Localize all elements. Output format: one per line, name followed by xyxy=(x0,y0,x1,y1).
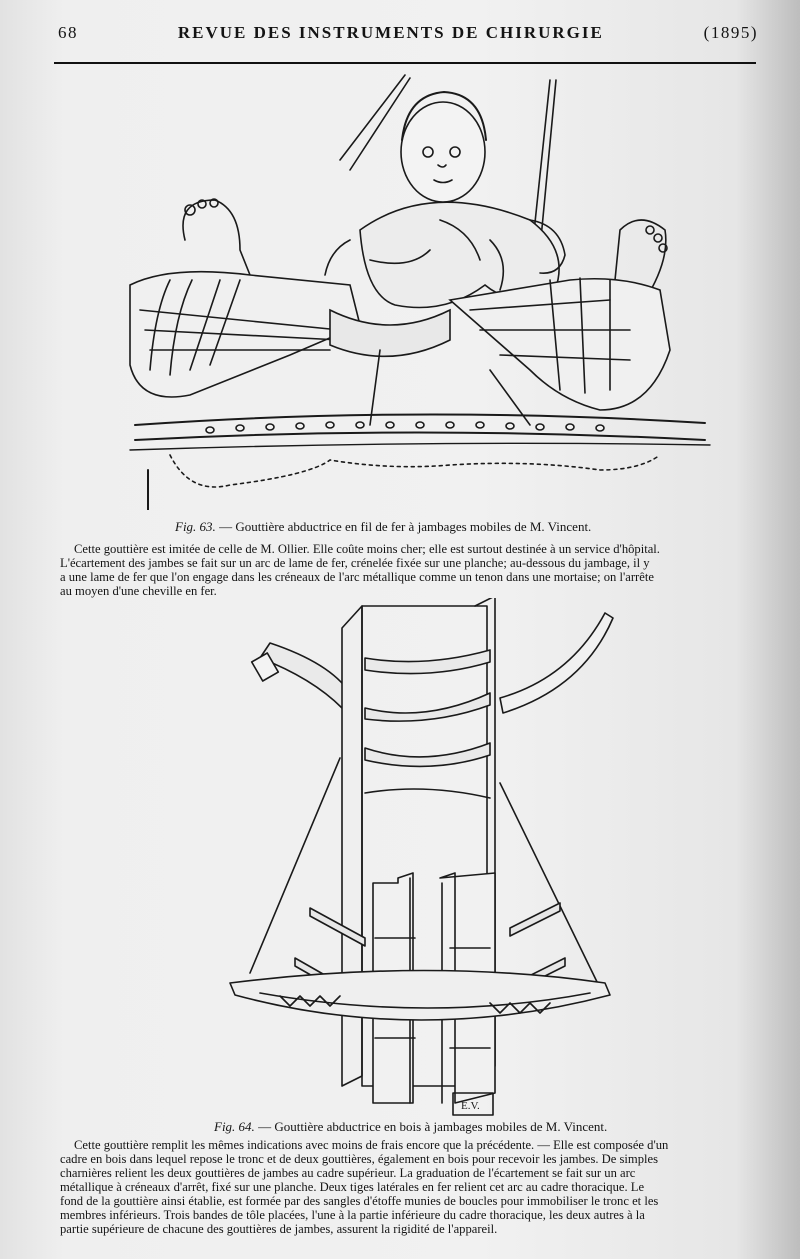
figure-64-description xyxy=(60,1138,778,1236)
page-header xyxy=(58,18,758,48)
figure-63-number: Fig. 63. xyxy=(175,519,216,534)
figure-63-illustration xyxy=(110,70,720,510)
figure-64-signature: E.V. xyxy=(461,1100,480,1112)
text-line: partie supérieure de chacune des gouttières de jambes, assurent la rigidité de l'appareil. xyxy=(60,1222,498,1236)
figure-63-caption-text: — Gouttière abductrice en fil de fer à jambages mobiles de M. Vincent. xyxy=(219,519,592,534)
figure-64-illustration xyxy=(220,598,640,1120)
text-line: au moyen d'une cheville en fer. xyxy=(60,584,217,598)
header-rule xyxy=(54,62,756,64)
text-line: métallique à créneaux d'arrêt, fixé sur une planche. Deux tiges latérales en fer relient cet arc au cadre thoracique. Le xyxy=(60,1180,645,1194)
figure-63-description xyxy=(60,542,772,598)
year-label: (1895) xyxy=(703,23,758,42)
figure-64-number: Fig. 64. xyxy=(214,1119,255,1134)
text-line: cadre en bois dans lequel repose le tronc et de deux gouttières, également en bois pour recevoir les jambes. De simples xyxy=(60,1152,659,1166)
text-line: membres inférieurs. Trois bandes de tôle placées, l'une à la partie inférieure du cadre thoracique, les deux autres à la xyxy=(60,1208,645,1222)
figure-64-caption xyxy=(214,1119,607,1135)
text-line: a une lame de fer que l'on engage dans les créneaux de l'arc métallique comme un tenon dans une mortaise; on l'arrête xyxy=(60,570,654,584)
figure-64-caption-text: — Gouttière abductrice en bois à jambages mobiles de M. Vincent. xyxy=(258,1119,608,1134)
running-title: REVUE DES INSTRUMENTS DE CHIRURGIE xyxy=(177,23,604,42)
text-line: Cette gouttière remplit les mêmes indications avec moins de frais encore que la précédente. — Elle est composée d'un xyxy=(74,1138,669,1152)
text-line: L'écartement des jambes se fait sur un arc de lame de fer, crénelée fixée sur une planche; au-dessous du jambage, il y xyxy=(60,556,650,570)
text-line: Cette gouttière est imitée de celle de M. Ollier. Elle coûte moins cher; elle est surtout destinée à un service d'hôpital. xyxy=(74,542,660,556)
page-number: 68 xyxy=(58,23,78,42)
text-line: charnières relient les deux gouttières de jambes au cadre supérieur. La graduation de l'écartement se fait sur un arc xyxy=(60,1166,636,1180)
figure-63-caption xyxy=(175,519,591,535)
text-line: fond de la gouttière ainsi établie, est formée par des sangles d'étoffe munies de boucles pour immobiliser le tronc et les xyxy=(60,1194,659,1208)
